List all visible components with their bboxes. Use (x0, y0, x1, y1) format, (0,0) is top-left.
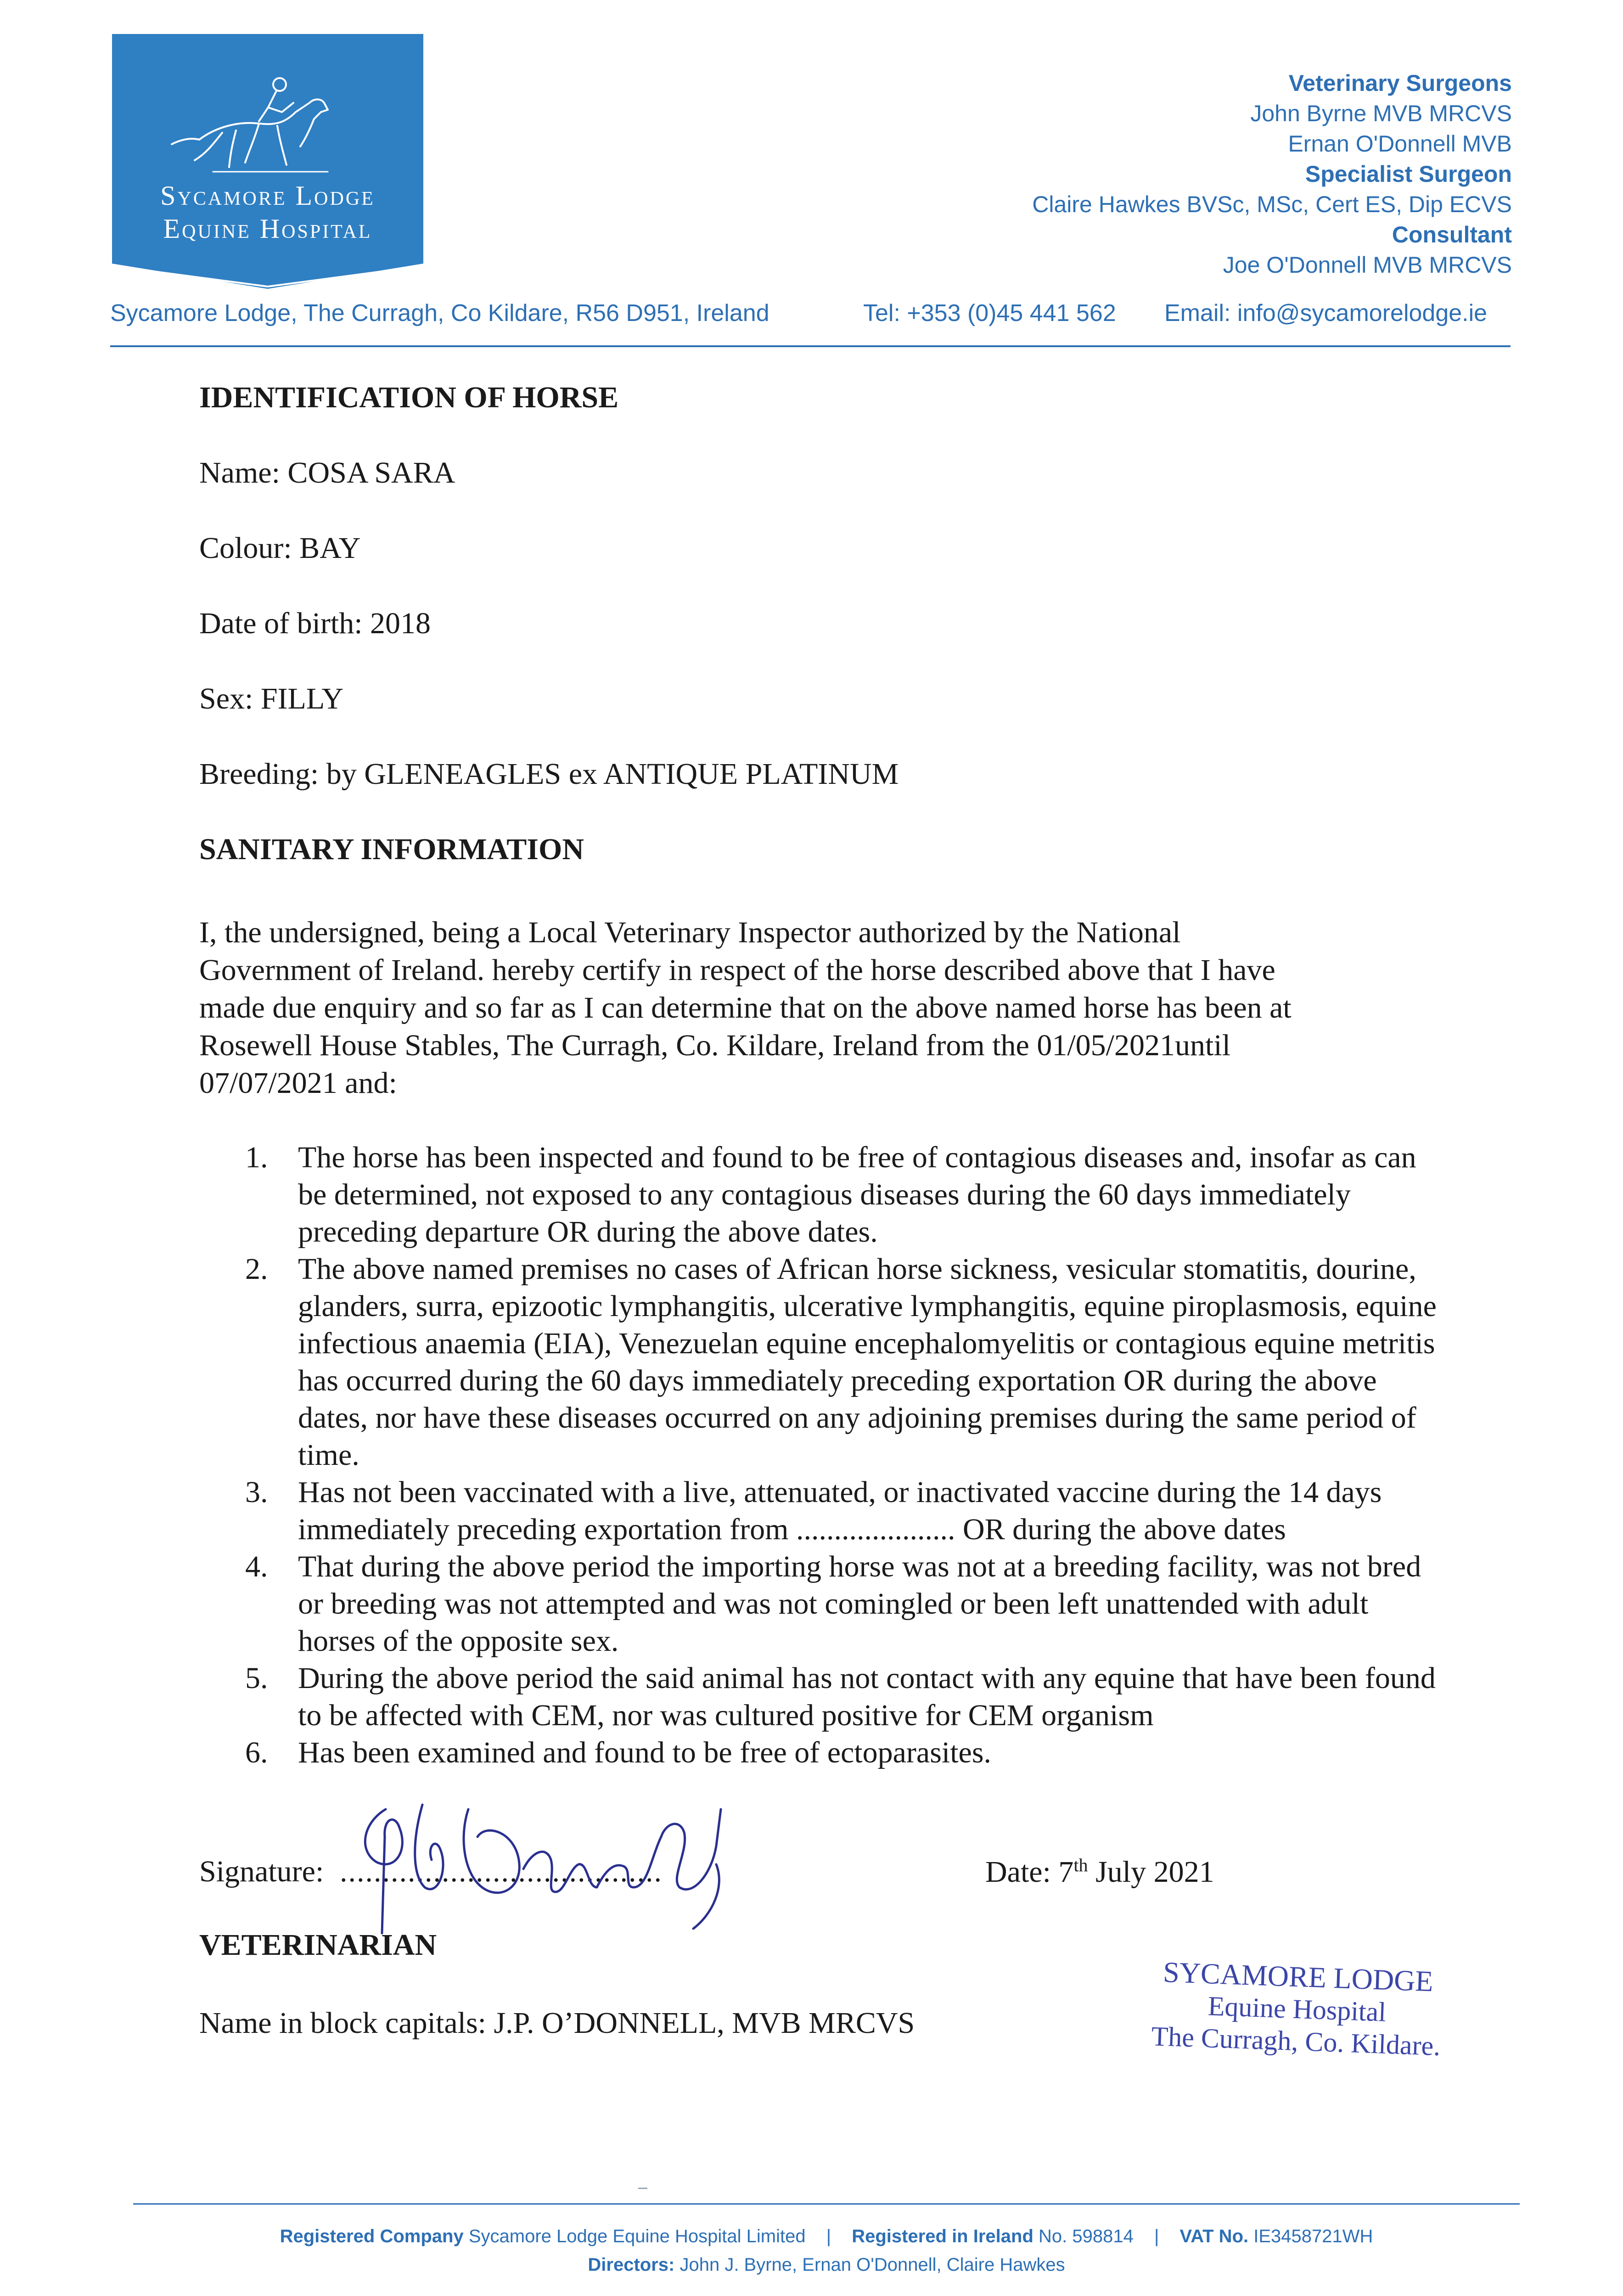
handwritten-signature (331, 1782, 771, 1947)
list-item-number: 5. (245, 1661, 268, 1695)
footer-separator: | (1154, 2226, 1159, 2246)
list-item-text: Has not been vaccinated with a live, attenuated, or inactivated vaccine during the 14 days immediately preceding exportation from ..................... OR during the above dates (298, 1475, 1382, 1546)
list-item (199, 1474, 1439, 1548)
staff-role-consultant: Consultant (1392, 222, 1512, 248)
stamp-line2: Equine Hospital (1207, 1991, 1387, 2027)
staff-role-specialist-surgeon: Specialist Surgeon (1305, 161, 1512, 187)
logo-text-line2: Equine Hospital (163, 214, 372, 244)
signature-date (985, 1854, 1214, 1890)
horse-date-of-birth: Date of birth: 2018 (199, 607, 431, 640)
list-item-number: 1. (245, 1141, 268, 1174)
stamp-line1: SYCAMORE LODGE (1162, 1955, 1434, 1998)
list-item-text: During the above period the said animal has not contact with any equine that have been found to be affected with CEM, nor was cultured positive for CEM organism (298, 1661, 1436, 1732)
veterinarian-name: Name in block capitals: J.P. O’DONNELL, MVB MRCVS (199, 2006, 915, 2040)
identification-heading: IDENTIFICATION OF HORSE (199, 381, 619, 414)
list-item-number: 4. (245, 1550, 268, 1583)
conditions-list (199, 1139, 1439, 1771)
footer-directors (133, 2255, 1520, 2275)
staff-name: John Byrne MVB MRCVS (1250, 101, 1512, 126)
staff-name: Joe O'Donnell MVB MRCVS (1223, 252, 1512, 278)
horse-breeding: Breeding: by GLENEAGLES ex ANTIQUE PLATINUM (199, 757, 899, 791)
certification-paragraph: I, the undersigned, being a Local Veterinary Inspector authorized by the National Government of Ireland. hereby certify in respect of the horse described above that I have made due enquiry and so far as I can determine that on the above named horse has been at Rosewell House Stables, The Curragh, Co. Kildare, Ireland from the 01/05/2021until 07/07/2021 and: (199, 916, 1292, 1100)
footer-divider (133, 2203, 1520, 2205)
footer-separator: | (826, 2226, 831, 2246)
hospital-stamp (1119, 1955, 1476, 2064)
list-item-number: 3. (245, 1475, 268, 1509)
list-item (199, 1548, 1439, 1660)
date-prefix: Date: 7 (985, 1855, 1074, 1889)
directors-label: Directors: (588, 2255, 675, 2275)
horse-sex: Sex: FILLY (199, 682, 344, 715)
list-item (199, 1139, 1439, 1250)
list-item-number: 2. (245, 1252, 268, 1286)
email-text: Email: info@sycamorelodge.ie (1164, 300, 1488, 326)
staff-block (1032, 68, 1512, 280)
footer-mark (638, 2188, 647, 2189)
horse-colour: Colour: BAY (199, 531, 361, 565)
list-item (199, 1660, 1439, 1734)
directors-value: John J. Byrne, Ernan O'Donnell, Claire Hawkes (680, 2255, 1065, 2275)
list-item (199, 1734, 1439, 1771)
reg-company-value: Sycamore Lodge Equine Hospital Limited (468, 2226, 806, 2246)
staff-role-veterinary-surgeons: Veterinary Surgeons (1288, 70, 1512, 96)
reg-ireland-label: Registered in Ireland (852, 2226, 1033, 2246)
horse-and-jockey-logo-icon (112, 34, 423, 289)
signature-line: ...................................... (340, 1855, 663, 1888)
address-text: Sycamore Lodge, The Curragh, Co Kildare, R56 D951, Ireland (110, 300, 769, 326)
stamp-line3: The Curragh, Co. Kildare. (1151, 2020, 1441, 2061)
veterinarian-heading: VETERINARIAN (199, 1928, 437, 1962)
hospital-logo (112, 34, 423, 289)
list-item-number: 6. (245, 1736, 268, 1769)
vat-label: VAT No. (1179, 2226, 1249, 2246)
logo-text-line1: Sycamore Lodge (160, 180, 375, 211)
staff-name: Ernan O'Donnell MVB (1288, 131, 1512, 157)
list-item-text: The above named premises no cases of African horse sickness, vesicular stomatitis, dourine, glanders, surra, epizootic lymphangitis, ulcerative lymphangitis, equine piroplasmosis, equine infectious anaemia (EIA), Venezuelan equine encephalomyelitis or contagious equine metritis has occurred during the 60 days immediately preceding exportation OR during the above dates, nor have these diseases occurred on any adjoining premises during the same period of time. (298, 1252, 1437, 1472)
signature-label: Signature: (199, 1855, 324, 1888)
date-suffix: July 2021 (1088, 1855, 1214, 1889)
list-item-text: The horse has been inspected and found to be free of contagious diseases and, insofar as can be determined, not exposed to any contagious diseases during the 60 days immediately preceding departure OR during the above dates. (298, 1141, 1416, 1249)
vat-value: IE3458721WH (1253, 2226, 1373, 2246)
list-item-text: That during the above period the importing horse was not at a breeding facility, was not bred or breeding was not attempted and was not comingled or been left unattended with adult horses of the opposite sex. (298, 1550, 1421, 1658)
reg-company-label: Registered Company (280, 2226, 464, 2246)
telephone-text: Tel: +353 (0)45 441 562 (863, 300, 1116, 326)
footer-registration (133, 2226, 1520, 2247)
list-item (199, 1250, 1439, 1474)
list-item-text: Has been examined and found to be free of ectoparasites. (298, 1736, 992, 1769)
staff-name: Claire Hawkes BVSc, MSc, Cert ES, Dip ECVS (1032, 191, 1512, 217)
reg-ireland-value: No. 598814 (1039, 2226, 1134, 2246)
horse-name: Name: COSA SARA (199, 456, 455, 490)
sanitary-heading: SANITARY INFORMATION (199, 833, 584, 866)
date-ordinal: th (1073, 1855, 1088, 1875)
header-divider (110, 345, 1511, 347)
